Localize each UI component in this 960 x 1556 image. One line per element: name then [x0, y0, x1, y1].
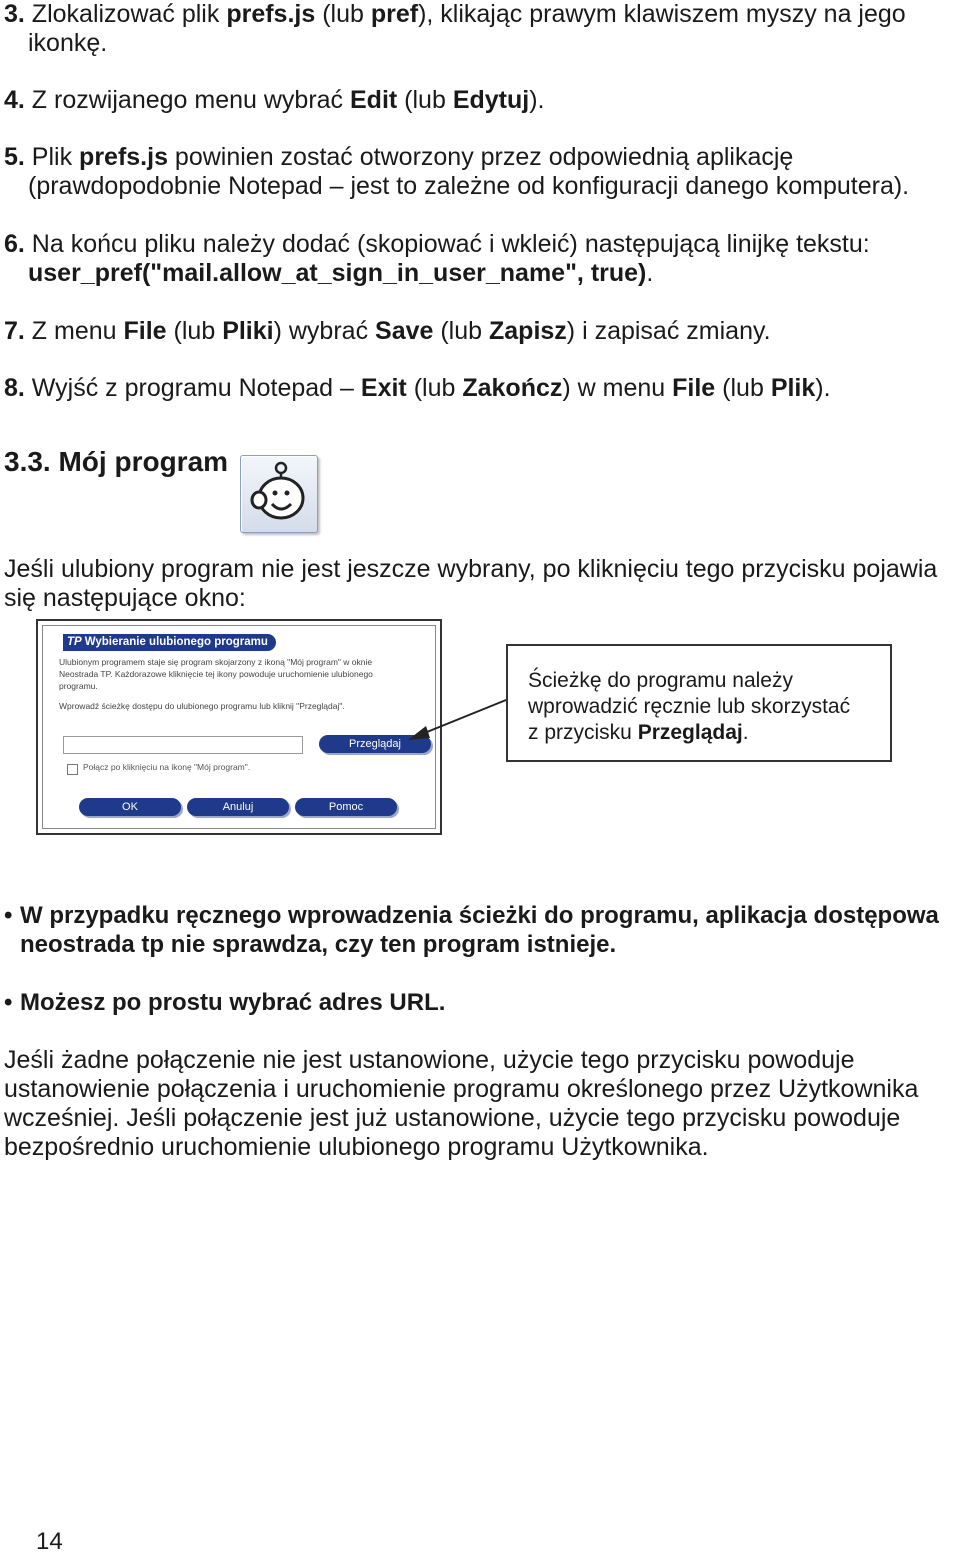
browse-button[interactable]: Przeglądaj	[319, 735, 431, 753]
step-text: ikonkę.	[28, 29, 108, 57]
step-number: 8.	[4, 374, 25, 402]
step-number: 4.	[4, 86, 25, 114]
browse-reference: Przeglądaj	[637, 721, 743, 744]
dialog-title	[63, 634, 276, 651]
step-text: Zlokalizować plik	[24, 0, 227, 28]
dialog-desc-line: programu.	[59, 681, 98, 691]
my-program-button[interactable]	[240, 455, 318, 533]
tp-logo: TP	[67, 636, 82, 648]
step-text: Na końcu pliku należy dodać (skopiować i wkleić) następującą linijkę tekstu:	[24, 230, 870, 258]
callout-box	[506, 644, 892, 762]
step-6	[4, 230, 870, 288]
filename: prefs.js	[226, 0, 316, 28]
menu-item-name: Save	[375, 317, 434, 345]
bullet-text: neostrada tp nie sprawdza, czy ten program istnieje.	[20, 931, 617, 958]
bullet-url	[4, 988, 960, 1017]
step-7	[4, 317, 771, 346]
step-text: ) i zapisać zmiany.	[566, 317, 771, 345]
menu-item-name: Zapisz	[489, 317, 567, 345]
step-text: (lub	[406, 374, 463, 402]
filename: prefs.js	[79, 143, 168, 171]
menu-name: Pliki	[222, 317, 274, 345]
step-text: (lub	[715, 374, 771, 402]
callout-line: wprowadzić ręcznie lub skorzystać	[528, 695, 851, 718]
step-text: ), klikając prawym klawiszem myszy na jego	[418, 0, 906, 28]
step-number: 5.	[4, 143, 25, 171]
section-number: 3.3.	[4, 446, 51, 477]
menu-item-name: Zakończ	[462, 374, 563, 402]
step-text: (prawdopodobnie Notepad – jest to zależne od konfiguracji danego komputera).	[28, 172, 910, 200]
step-text: Plik	[24, 143, 80, 171]
bullet-dot: •	[4, 902, 13, 929]
connect-checkbox[interactable]	[67, 764, 78, 775]
bullet-text: Możesz po prostu wybrać adres URL.	[20, 989, 446, 1016]
step-4	[4, 86, 545, 115]
step-text: (lub	[315, 0, 371, 28]
program-path-input[interactable]	[63, 736, 303, 754]
dialog-desc-line: Neostrada TP. Każdorazowe kliknięcie tej ikony powoduje uruchomienie ulubionego	[59, 669, 373, 679]
menu-item-name: Exit	[360, 374, 407, 402]
ok-button[interactable]: OK	[79, 798, 181, 816]
callout-line: .	[742, 721, 749, 744]
menu-name: File	[123, 317, 167, 345]
closing-paragraph: Jeśli żadne połączenie nie jest ustanowione, użycie tego przycisku powoduje ustanowienie połączenia i uruchomienie programu określonego przez Użytkownika wcześniej. Jeśli połączenie jest już ustanowione, użycie tego przycisku powoduje bezpośrednio uruchomienie ulubionego programu Użytkownika.	[4, 1046, 919, 1161]
step-text: ) w menu	[562, 374, 673, 402]
code-line: user_pref("mail.allow_at_sign_in_user_name", true)	[28, 259, 647, 287]
callout-text	[528, 668, 850, 746]
cancel-button[interactable]: Anuluj	[187, 798, 289, 816]
dialog-title-text: Wybieranie ulubionego programu	[84, 636, 268, 648]
bullet-dot: •	[4, 989, 13, 1016]
step-number: 7.	[4, 317, 25, 345]
step-text: ).	[529, 86, 545, 114]
filename: pref	[370, 0, 419, 28]
section-heading	[4, 446, 228, 478]
menu-name: Plik	[770, 374, 816, 402]
callout-line: z przycisku	[528, 721, 638, 744]
step-text: (lub	[166, 317, 223, 345]
dialog-description	[59, 656, 429, 692]
menu-item-name: Edit	[350, 86, 398, 114]
step-text: ) wybrać	[273, 317, 376, 345]
intro-paragraph: Jeśli ulubiony program nie jest jeszcze wybrany, po kliknięciu tego przycisku pojawia się następujące okno:	[4, 555, 938, 612]
connect-checkbox-label: Połącz po kliknięciu na ikonę "Mój program".	[83, 762, 251, 772]
step-number: 3.	[4, 0, 25, 28]
section-title: Mój program	[50, 446, 229, 477]
step-text: powinien zostać otworzony przez odpowiednią aplikację	[167, 143, 794, 171]
dialog-prompt: Wprowadź ścieżkę dostępu do ulubionego programu lub kliknij "Przeglądaj".	[59, 701, 345, 711]
bullet-text: W przypadku ręcznego wprowadzenia ścieżki do programu, aplikacja dostępowa	[20, 902, 939, 929]
step-text: Wyjść z programu Notepad –	[24, 374, 361, 402]
step-text: ).	[815, 374, 831, 402]
step-text: (lub	[433, 317, 489, 345]
step-5	[4, 143, 909, 201]
step-8	[4, 374, 831, 403]
favorite-program-dialog	[36, 619, 442, 835]
step-text: Z menu	[24, 317, 124, 345]
dialog-desc-line: Ulubionym programem staje się program skojarzony z ikoną "Mój program" w oknie	[59, 657, 373, 667]
callout-line: Ścieżkę do programu należy	[528, 669, 793, 692]
callout-arrow	[400, 690, 510, 750]
help-button[interactable]: Pomoc	[295, 798, 397, 816]
menu-item-name: Edytuj	[452, 86, 530, 114]
step-text: Z rozwijanego menu wybrać	[24, 86, 350, 114]
step-3	[4, 0, 906, 58]
menu-name: File	[672, 374, 716, 402]
step-text: .	[646, 259, 654, 287]
bullet-manual-path	[4, 901, 960, 959]
dialog-frame	[42, 625, 436, 829]
baby-face-icon	[245, 460, 313, 528]
step-number: 6.	[4, 230, 25, 258]
step-text: (lub	[397, 86, 453, 114]
page-number: 14	[36, 1528, 63, 1555]
